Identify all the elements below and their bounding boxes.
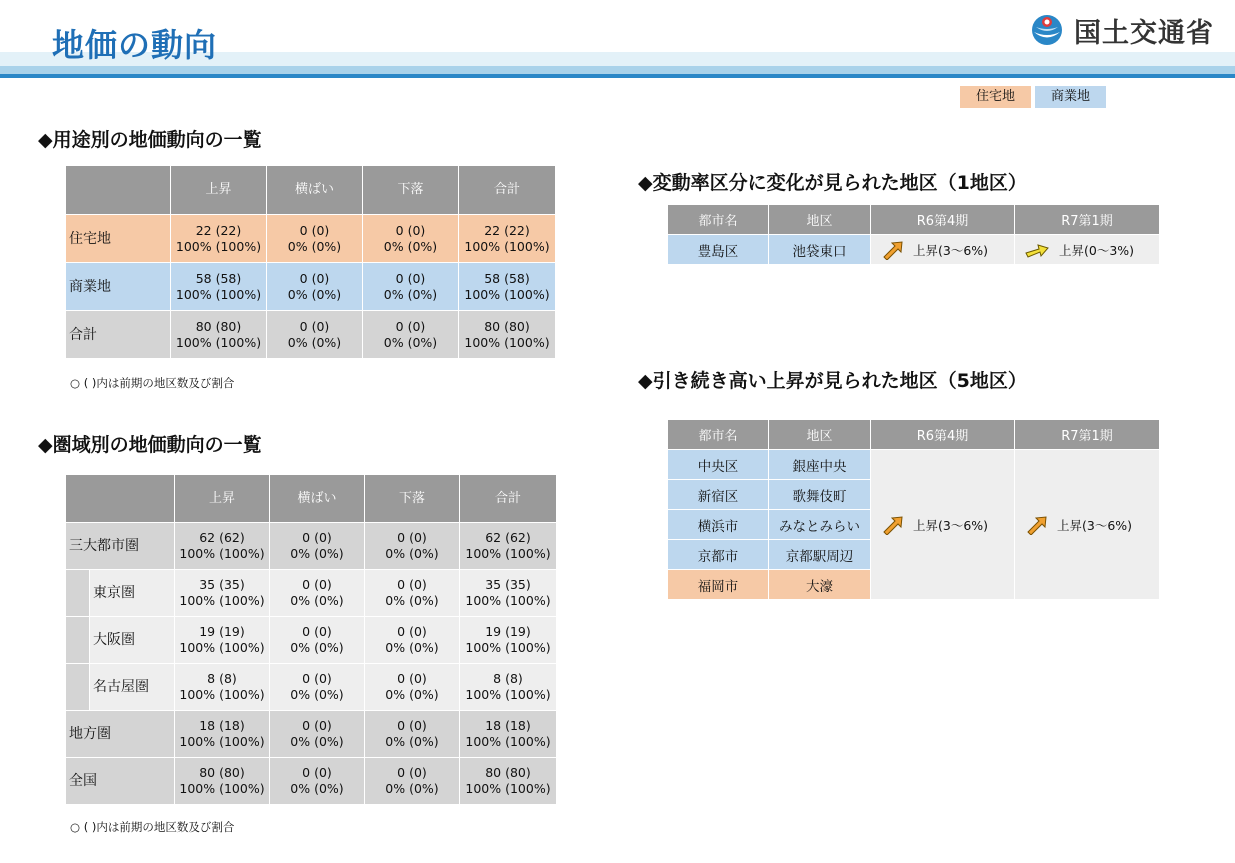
trend-cell-prev: 上昇(3～6%)	[871, 450, 1015, 600]
table-cell: 0 (0) 0% (0%)	[270, 758, 365, 805]
page-header	[0, 0, 1235, 80]
trend-cell-curr: 上昇(0～3%)	[1015, 235, 1160, 265]
table-cell: 62 (62) 100% (100%)	[175, 523, 270, 570]
table-cell: 0 (0) 0% (0%)	[365, 523, 460, 570]
city-cell: 京都市	[668, 540, 769, 570]
row-label: 東京圏	[90, 570, 175, 617]
district-cell: みなとみらい	[769, 510, 871, 540]
high-header-prev: R6第4期	[871, 420, 1015, 450]
table-cell: 0 (0) 0% (0%)	[365, 664, 460, 711]
district-cell: 大濠	[769, 570, 871, 600]
table-cell: 22 (22) 100% (100%)	[171, 215, 267, 263]
table-row	[66, 758, 557, 805]
city-cell: 豊島区	[668, 235, 769, 265]
table-cell: 0 (0) 0% (0%)	[365, 570, 460, 617]
trend-cell-curr: 上昇(3～6%)	[1015, 450, 1160, 600]
page-title: 地価の動向	[52, 26, 218, 64]
ministry-emblem-icon	[1030, 13, 1064, 47]
usage-table	[65, 165, 556, 359]
change-table-title: ◆変動率区分に変化が見られた地区（1地区）	[638, 172, 1027, 194]
table-cell: 80 (80) 100% (100%)	[175, 758, 270, 805]
row-label: 商業地	[66, 263, 171, 311]
arrow-up-right-orange-icon	[1025, 515, 1049, 535]
legend	[960, 86, 1106, 108]
table-cell: 18 (18) 100% (100%)	[175, 711, 270, 758]
legend-commercial: 商業地	[1035, 86, 1106, 108]
table-cell: 19 (19) 100% (100%)	[460, 617, 557, 664]
table-cell: 62 (62) 100% (100%)	[460, 523, 557, 570]
row-label: 大阪圏	[90, 617, 175, 664]
table-cell: 58 (58) 100% (100%)	[171, 263, 267, 311]
indent-spacer	[66, 570, 90, 617]
legend-residential: 住宅地	[960, 86, 1031, 108]
usage-header-blank	[66, 166, 171, 215]
region-table	[65, 474, 557, 805]
table-cell: 0 (0) 0% (0%)	[365, 711, 460, 758]
table-cell: 0 (0) 0% (0%)	[270, 617, 365, 664]
district-cell: 池袋東口	[769, 235, 871, 265]
arrow-up-right-orange-icon	[881, 515, 905, 535]
table-row	[66, 263, 556, 311]
table-row	[66, 215, 556, 263]
table-cell: 0 (0) 0% (0%)	[270, 523, 365, 570]
table-cell: 0 (0) 0% (0%)	[267, 311, 363, 359]
usage-table-title: ◆用途別の地価動向の一覧	[38, 129, 262, 151]
change-header-row	[668, 205, 1160, 235]
change-header-city: 都市名	[668, 205, 769, 235]
table-cell: 35 (35) 100% (100%)	[460, 570, 557, 617]
region-header-blank	[66, 475, 175, 523]
table-row	[66, 311, 556, 359]
indent-spacer	[66, 617, 90, 664]
region-table-title: ◆圏域別の地価動向の一覧	[38, 434, 262, 456]
change-header-curr: R7第1期	[1015, 205, 1160, 235]
ministry-logo	[1030, 10, 1214, 50]
high-header-district: 地区	[769, 420, 871, 450]
table-cell: 0 (0) 0% (0%)	[365, 758, 460, 805]
table-cell: 0 (0) 0% (0%)	[267, 215, 363, 263]
change-header-prev: R6第4期	[871, 205, 1015, 235]
district-cell: 京都駅周辺	[769, 540, 871, 570]
high-table-title: ◆引き続き高い上昇が見られた地区（5地区）	[638, 370, 1027, 392]
city-cell: 横浜市	[668, 510, 769, 540]
district-cell: 歌舞伎町	[769, 480, 871, 510]
arrow-right-up-yellow-icon	[1025, 240, 1051, 260]
table-cell: 0 (0) 0% (0%)	[270, 711, 365, 758]
table-cell: 0 (0) 0% (0%)	[270, 570, 365, 617]
usage-header-rise: 上昇	[171, 166, 267, 215]
row-label: 全国	[66, 758, 175, 805]
city-cell: 新宿区	[668, 480, 769, 510]
row-label: 地方圏	[66, 711, 175, 758]
table-cell: 58 (58) 100% (100%)	[459, 263, 556, 311]
high-header-row	[668, 420, 1160, 450]
change-table	[667, 204, 1160, 265]
header-band-mid	[0, 66, 1235, 74]
table-cell: 80 (80) 100% (100%)	[459, 311, 556, 359]
table-cell: 18 (18) 100% (100%)	[460, 711, 557, 758]
ministry-name: 国土交通省	[1074, 17, 1214, 49]
region-table-note: ○ ( )内は前期の地区数及び割合	[70, 820, 235, 834]
district-cell: 銀座中央	[769, 450, 871, 480]
arrow-up-right-orange-icon	[881, 240, 905, 260]
table-cell: 19 (19) 100% (100%)	[175, 617, 270, 664]
region-header-total: 合計	[460, 475, 557, 523]
table-cell: 0 (0) 0% (0%)	[363, 311, 459, 359]
region-header-fall: 下落	[365, 475, 460, 523]
change-header-district: 地区	[769, 205, 871, 235]
indent-spacer	[66, 664, 90, 711]
table-cell: 0 (0) 0% (0%)	[267, 263, 363, 311]
high-table	[667, 419, 1160, 600]
high-header-curr: R7第1期	[1015, 420, 1160, 450]
table-row	[66, 570, 557, 617]
table-cell: 8 (8) 100% (100%)	[175, 664, 270, 711]
usage-table-note: ○ ( )内は前期の地区数及び割合	[70, 376, 235, 390]
table-row	[668, 450, 1160, 480]
city-cell: 福岡市	[668, 570, 769, 600]
table-cell: 35 (35) 100% (100%)	[175, 570, 270, 617]
usage-header-fall: 下落	[363, 166, 459, 215]
table-cell: 8 (8) 100% (100%)	[460, 664, 557, 711]
table-cell: 80 (80) 100% (100%)	[171, 311, 267, 359]
usage-header-total: 合計	[459, 166, 556, 215]
region-header-flat: 横ばい	[270, 475, 365, 523]
trend-cell-prev: 上昇(3～6%)	[871, 235, 1015, 265]
row-label: 住宅地	[66, 215, 171, 263]
city-cell: 中央区	[668, 450, 769, 480]
table-cell: 0 (0) 0% (0%)	[365, 617, 460, 664]
table-row	[66, 664, 557, 711]
usage-header-row	[66, 166, 556, 215]
table-cell: 0 (0) 0% (0%)	[363, 263, 459, 311]
row-label: 合計	[66, 311, 171, 359]
table-row	[66, 617, 557, 664]
high-header-city: 都市名	[668, 420, 769, 450]
header-band-dark	[0, 74, 1235, 78]
table-row	[668, 235, 1160, 265]
table-cell: 0 (0) 0% (0%)	[270, 664, 365, 711]
usage-header-flat: 横ばい	[267, 166, 363, 215]
table-cell: 0 (0) 0% (0%)	[363, 215, 459, 263]
table-row	[66, 523, 557, 570]
table-cell: 22 (22) 100% (100%)	[459, 215, 556, 263]
row-label: 名古屋圏	[90, 664, 175, 711]
row-label: 三大都市圏	[66, 523, 175, 570]
region-header-rise: 上昇	[175, 475, 270, 523]
table-cell: 80 (80) 100% (100%)	[460, 758, 557, 805]
region-header-row	[66, 475, 557, 523]
table-row	[66, 711, 557, 758]
